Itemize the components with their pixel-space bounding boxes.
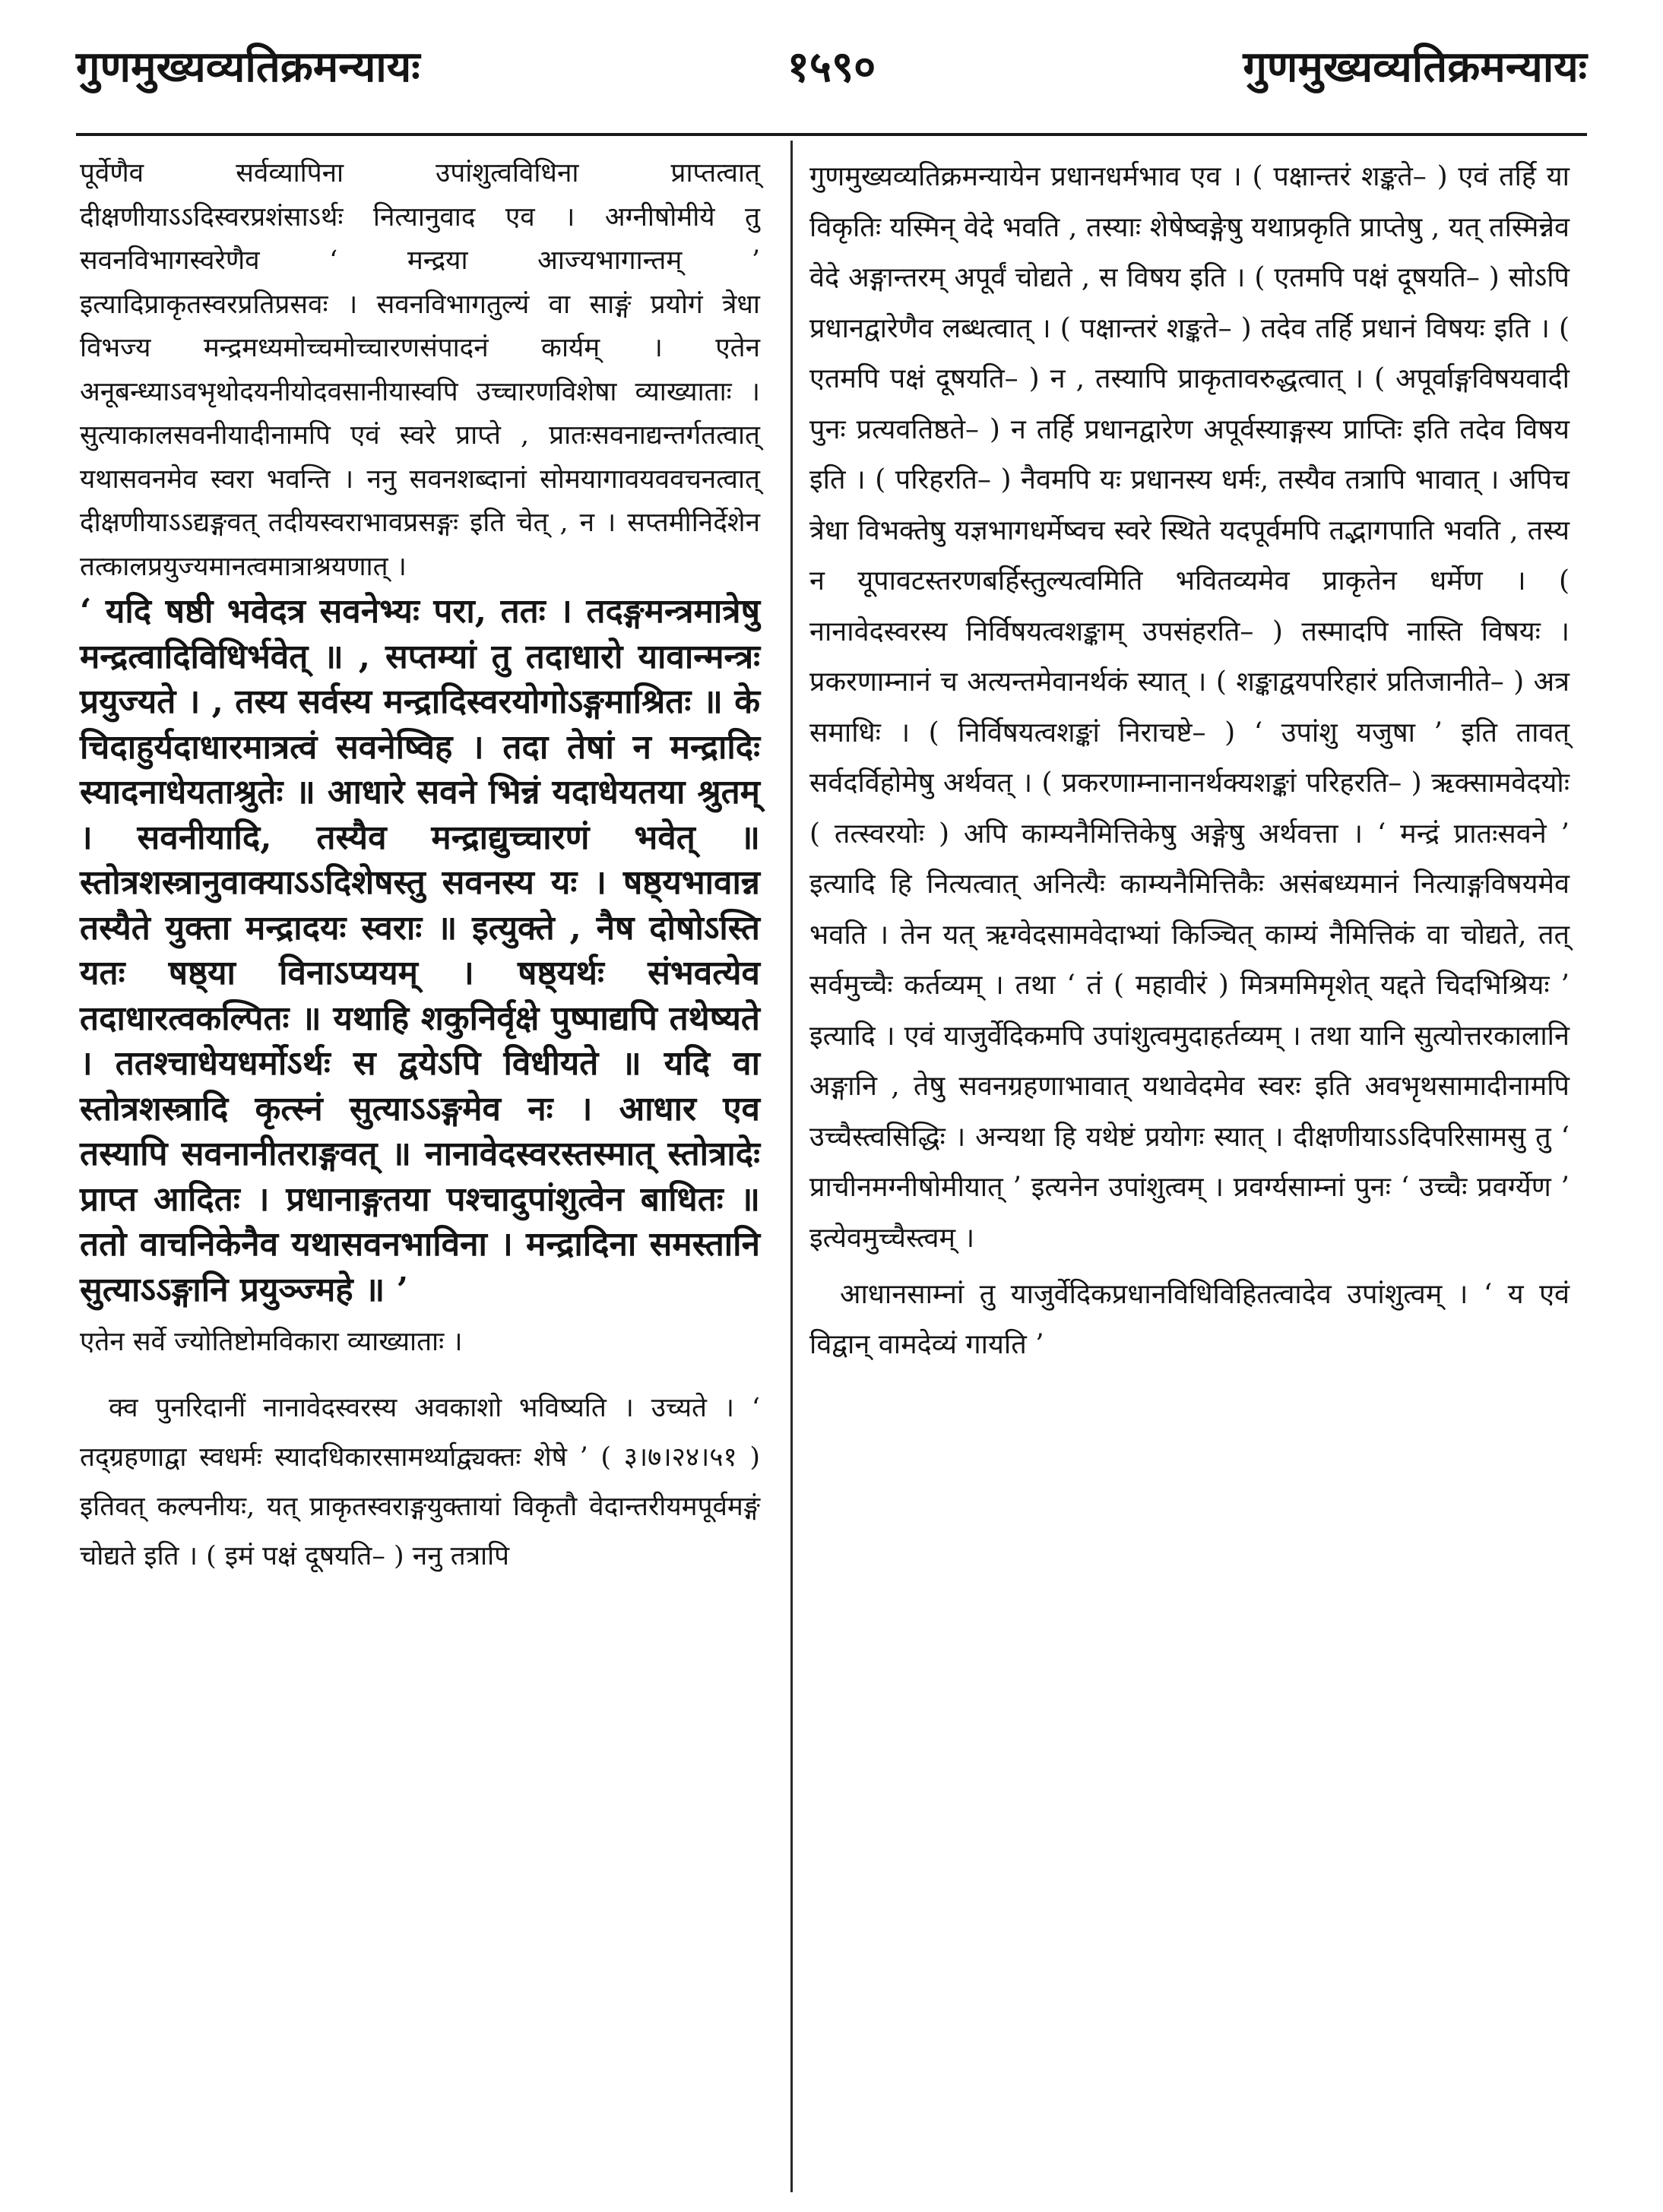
header-rule — [76, 133, 1587, 136]
left-intro-paragraph: पूर्वेणैव सर्वव्यापिना उपांशुत्वविधिना प्राप्तत्वात् दीक्षणीयाऽऽदिस्वरप्रशंसाऽर्थः नित्यानुवाद एव । अग्नीषोमीये तु सवनविभागस्वरेणैव ‘ मन्द्रया आज्यभागान्तम् ’ इत्यादिप्राकृतस्वरप्रतिप्रसवः । सवनविभागतुल्यं वा साङ्गं प्रयोगं त्रेधा विभज्य मन्द्रमध्यमोच्चमोच्चारणसंपादनं कार्यम् । एतेन अनूबन्ध्याऽवभृथोदयनीयोदवसानीयास्वपि उच्चारणविशेषा व्याख्याताः । सुत्याकालसवनीयादीनामपि एवं स्वरे प्राप्ते , प्रातःसवनाद्यन्तर्गतत्वात् यथासवनमेव स्वरा भवन्ति । ननु सवनशब्दानां सोमयागावयववचनत्वात् दीक्षणीयाऽऽद्यङ्गवत् तदीयस्वराभावप्रसङ्गः इति चेत् , न । सप्तमीनिर्देशेन तत्कालप्रयुज्यमानत्वमात्राश्रयणात् । — [80, 158, 760, 582]
verse-conclusion: एतेन सर्वे ज्योतिष्टोमविकारा व्याख्याताः । — [80, 1327, 463, 1357]
left-second-paragraph: क्व पुनरिदानीं नानावेदस्वरस्य अवकाशो भविष्यति । उच्यते । ‘ तद्ग्रहणाद्वा स्वधर्मः स्यादधिकारसामर्थ्याद्व्यक्तः शेषे ’ ( ३।७।२४।५१ ) इतिवत् कल्पनीयः, यत् प्राकृतस्वराङ्गयुक्तायां विकृतौ वेदान्तरीयमपूर्वमङ्गं चोद्यते इति । ( इमं पक्षं दूषयति– ) ननु तत्रापि — [80, 1393, 760, 1571]
running-title-left: गुणमुख्यव्यतिक्रमन्यायः — [76, 42, 420, 92]
column-divider — [790, 141, 793, 2192]
verse-block: ‘ यदि षष्ठी भवेदत्र सवनेभ्यः परा, ततः । तदङ्गमन्त्रमात्रेषु मन्द्रत्वादिविधिर्भवेत् ॥ , सप्तम्यां तु तदाधारो यावान्मन्त्रः प्रयुज्यते । , तस्य सर्वस्य मन्द्रादिस्वरयोगोऽङ्गमाश्रितः ॥ के चिदाहुर्यदाधारमात्रत्वं सवनेष्विह । तदा तेषां न मन्द्रादिः स्यादनाधेयताश्रुतेः ॥ आधारे सवने भिन्नं यदाधेयतया श्रुतम् । सवनीयादि, तस्यैव मन्द्राद्युच्चारणं भवेत् ॥ स्तोत्रशस्त्रानुवाक्याऽऽदिशेषस्तु सवनस्य यः । षष्ठ्यभावान्न तस्यैते युक्ता मन्द्रादयः स्वराः ॥ इत्युक्ते , नैष दोषोऽस्ति यतः षष्ठ्या विनाऽप्ययम् । षष्ठ्यर्थः संभवत्येव तदाधारत्वकल्पितः ॥ यथाहि शकुनिर्वृक्षे पुष्पाद्यपि तथेष्यते । ततश्चाधेयधर्मोऽर्थः स द्वयेऽपि विधीयते ॥ यदि वा स्तोत्रशस्त्रादि कृत्स्नं सुत्याऽऽङ्गमेव नः । आधार एव तस्यापि सवनानीतराङ्गवत् ॥ नानावेदस्वरस्तस्मात् स्तोत्रादेः प्राप्त आदितः । प्रधानाङ्गतया पश्चादुपांशुत्वेन बाधितः ॥ ततो वाचनिकेनैव यथासवनभाविना । मन्द्रादिना समस्तानि सुत्याऽऽङ्गानि प्रयुञ्ज्महे ॥ ’ — [80, 592, 760, 1309]
right-main-paragraph: गुणमुख्यव्यतिक्रमन्यायेन प्रधानधर्मभाव एव । ( पक्षान्तरं शङ्कते– ) एवं तर्हि या विकृतिः यस्मिन् वेदे भवति , तस्याः शेषेष्वङ्गेषु यथाप्रकृति प्राप्तेषु , यत् तस्मिन्नेव वेदे अङ्गान्तरम् अपूर्वं चोद्यते , स विषय इति । ( एतमपि पक्षं दूषयति– ) सोऽपि प्रधानद्वारेणैव लब्धत्वात् । ( पक्षान्तरं शङ्कते– ) तदेव तर्हि प्रधानं विषयः इति । ( एतमपि पक्षं दूषयति– ) न , तस्यापि प्राकृतावरुद्धत्वात् । ( अपूर्वाङ्गविषयवादी पुनः प्रत्यवतिष्ठते– ) न तर्हि प्रधानद्वारेण अपूर्वस्याङ्गस्य प्राप्तिः इति तदेव विषय इति । ( परिहरति– ) नैवमपि यः प्रधानस्य धर्मः, तस्यैव तत्रापि भावात् । अपिच त्रेधा विभक्तेषु यज्ञभागधर्मेष्वच स्वरे स्थिते यदपूर्वमपि तद्भागपाति भवति , तस्य न यूपावटस्तरणबर्हिस्तुल्यत्वमिति भवितव्यमेव प्राकृतेन धर्मेण । ( नानावेदस्वरस्य निर्विषयत्वशङ्काम् उपसंहरति– ) तस्मादपि नास्ति विषयः । प्रकरणाम्नानं च अत्यन्तमेवानर्थकं स्यात् । ( शङ्काद्वयपरिहारं प्रतिजानीते– ) अत्र समाधिः । ( निर्विषयत्वशङ्कां निराचष्टे– ) ‘ उपांशु यजुषा ’ इति तावत् सर्वदर्विहोमेषु अर्थवत् । ( प्रकरणाम्नानानर्थक्यशङ्कां परिहरति– ) ऋक्सामवेदयोः ( तत्स्वरयोः ) अपि काम्यनैमित्तिकेषु अङ्गेषु अर्थवत्ता । ‘ मन्द्रं प्रातःसवने ’ इत्यादि हि नित्यत्वात् अनित्यैः काम्यनैमित्तिकैः असंबध्यमानं नित्याङ्गविषयमेव भवति । तेन यत् ऋग्वेदसामवेदाभ्यां किञ्चित् काम्यं नैमित्तिकं वा चोद्यते, तत् सर्वमुच्चैः कर्तव्यम् । तथा ‘ तं ( महावीरं ) मित्रममिमृशेत् यद्दते चिदभिश्रियः ’ इत्यादि । एवं याजुर्वेदिकमपि उपांशुत्वमुदाहर्तव्यम् । तथा यानि सुत्योत्तरकालानि अङ्गानि , तेषु सवनग्रहणाभावात् यथावेदमेव स्वरः इति अवभृथसामादीनामपि उच्चैस्त्वसिद्धिः । अन्यथा हि यथेष्टं प्रयोगः स्यात् । दीक्षणीयाऽऽदिपरिसामसु तु ‘ प्राचीनमग्नीषोमीयात् ’ इत्यनेन उपांशुत्वम् । प्रवर्ग्यसाम्नां पुनः ‘ उच्चैः प्रवर्ग्येण ’ इत्येवमुच्चैस्त्वम् । — [809, 161, 1570, 1254]
right-column — [809, 152, 1570, 1370]
right-second-paragraph: आधानसाम्नां तु याजुर्वेदिकप्रधानविधिविहितत्वादेव उपांशुत्वम् । ‘ य एवं विद्वान् वामदेव्यं गायति ’ — [809, 1279, 1570, 1360]
left-column — [80, 152, 760, 1581]
page-header — [76, 36, 1587, 112]
running-title-right: गुणमुख्यव्यतिक्रमन्यायः — [1243, 42, 1587, 92]
page-number: १५९० — [787, 42, 876, 92]
